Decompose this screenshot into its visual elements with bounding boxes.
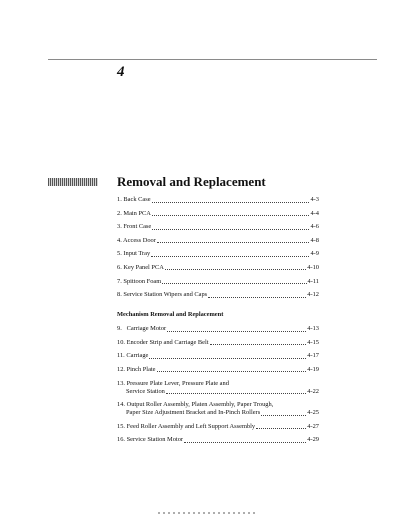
toc-entry[interactable] (117, 423, 319, 431)
footer-text-faint (158, 512, 258, 514)
toc-entry-label: 10. Encoder Strip and Carriage Belt (117, 338, 209, 346)
toc-entry-page: 4-3 (310, 196, 319, 203)
dot-leader (167, 330, 306, 332)
toc-entry-label: 4. Access Door (117, 236, 156, 244)
toc-entry-page: 4-8 (310, 236, 319, 244)
toc-entry-label-line2: Paper Size Adjustment Bracket and In-Pinch Rollers (126, 409, 261, 417)
toc-entry-page: 4-4 (310, 209, 319, 217)
toc-entry-page: 4-19 (307, 365, 319, 373)
toc-entry[interactable] (117, 436, 319, 444)
toc-entry[interactable] (117, 366, 319, 374)
dot-leader (157, 241, 310, 243)
toc-entry-label: 7. Spittoon Foam (117, 277, 162, 285)
toc-entry-page: 4-9 (310, 250, 319, 258)
dot-leader (149, 357, 306, 359)
dot-leader (152, 214, 310, 216)
decorative-bar (48, 178, 98, 186)
toc-entry[interactable] (117, 352, 319, 360)
dot-leader (157, 370, 307, 372)
toc-entry-page: 4-6 (310, 223, 319, 231)
toc-entry-page: 4-22 (307, 387, 319, 395)
dot-leader (152, 228, 309, 230)
toc-entry[interactable] (117, 401, 319, 417)
toc-entry-label: 6. Key Panel PCA (117, 263, 164, 271)
toc-entry-page: 4-13 (307, 325, 319, 333)
section-heading: Mechanism Removal and Replacement (117, 311, 224, 319)
toc-entry[interactable] (117, 380, 319, 396)
toc-entry-page: 4-10 (307, 263, 319, 271)
toc-entry-label: 8. Service Station Wipers and Caps (117, 291, 208, 299)
toc-entry-page: 4-27 (307, 422, 319, 430)
toc-entry-page: 4-11 (307, 277, 319, 285)
toc-entry-label: 5. Input Tray (117, 250, 151, 258)
dot-leader (165, 268, 306, 270)
toc-entry-label-line1: 14. Output Roller Assembly, Platen Assembly, Paper Trough, (117, 401, 274, 409)
toc-entry-label: 2. Main PCA (117, 209, 151, 217)
toc-entry[interactable] (117, 264, 319, 272)
toc-entry[interactable] (117, 196, 319, 204)
chapter-title: Removal and Replacement (117, 174, 266, 189)
toc-entry-label: 15. Feed Roller Assembly and Left Support Assembly (117, 422, 256, 430)
toc-entry[interactable] (117, 223, 319, 231)
dot-leader (256, 427, 306, 429)
toc-entry[interactable] (117, 278, 319, 286)
toc-entry-label: 16. Service Station Motor (117, 436, 184, 444)
toc-entry-label-line2: Service Station (126, 387, 165, 395)
toc-entry[interactable] (117, 210, 319, 218)
toc-entry-page: 4-29 (307, 436, 319, 444)
toc-entry-label: 9. Carriage Motor (117, 325, 167, 333)
dot-leader (151, 255, 309, 257)
toc-entry-label: 11. Carriage (117, 352, 149, 360)
header-rule (48, 59, 377, 60)
toc-entry-label: 12. Pinch Plate (117, 365, 156, 373)
dot-leader (210, 343, 307, 345)
toc-entry-page: 4-17 (307, 352, 319, 360)
dot-leader (261, 414, 306, 416)
dot-leader (166, 392, 306, 394)
toc-entry-label-line1: 13. Pressure Plate Lever, Pressure Plate and (117, 379, 229, 387)
toc-entry[interactable] (117, 237, 319, 245)
dot-leader (152, 201, 310, 203)
toc-entry-page: 4-25 (307, 409, 319, 417)
dot-leader (162, 282, 306, 284)
toc-entry-page: 4-12 (307, 291, 319, 299)
dot-leader (208, 296, 306, 298)
chapter-number: 4 (117, 64, 125, 80)
toc-entry-label: 1. Back Case (117, 196, 151, 203)
table-of-contents (117, 196, 319, 450)
toc-entry[interactable] (117, 325, 319, 333)
toc-entry[interactable] (117, 339, 319, 347)
toc-entry[interactable] (117, 291, 319, 299)
toc-entry[interactable] (117, 250, 319, 258)
dot-leader (184, 441, 306, 443)
toc-entry-page: 4-15 (307, 338, 319, 346)
toc-entry-label: 3. Front Case (117, 223, 152, 231)
